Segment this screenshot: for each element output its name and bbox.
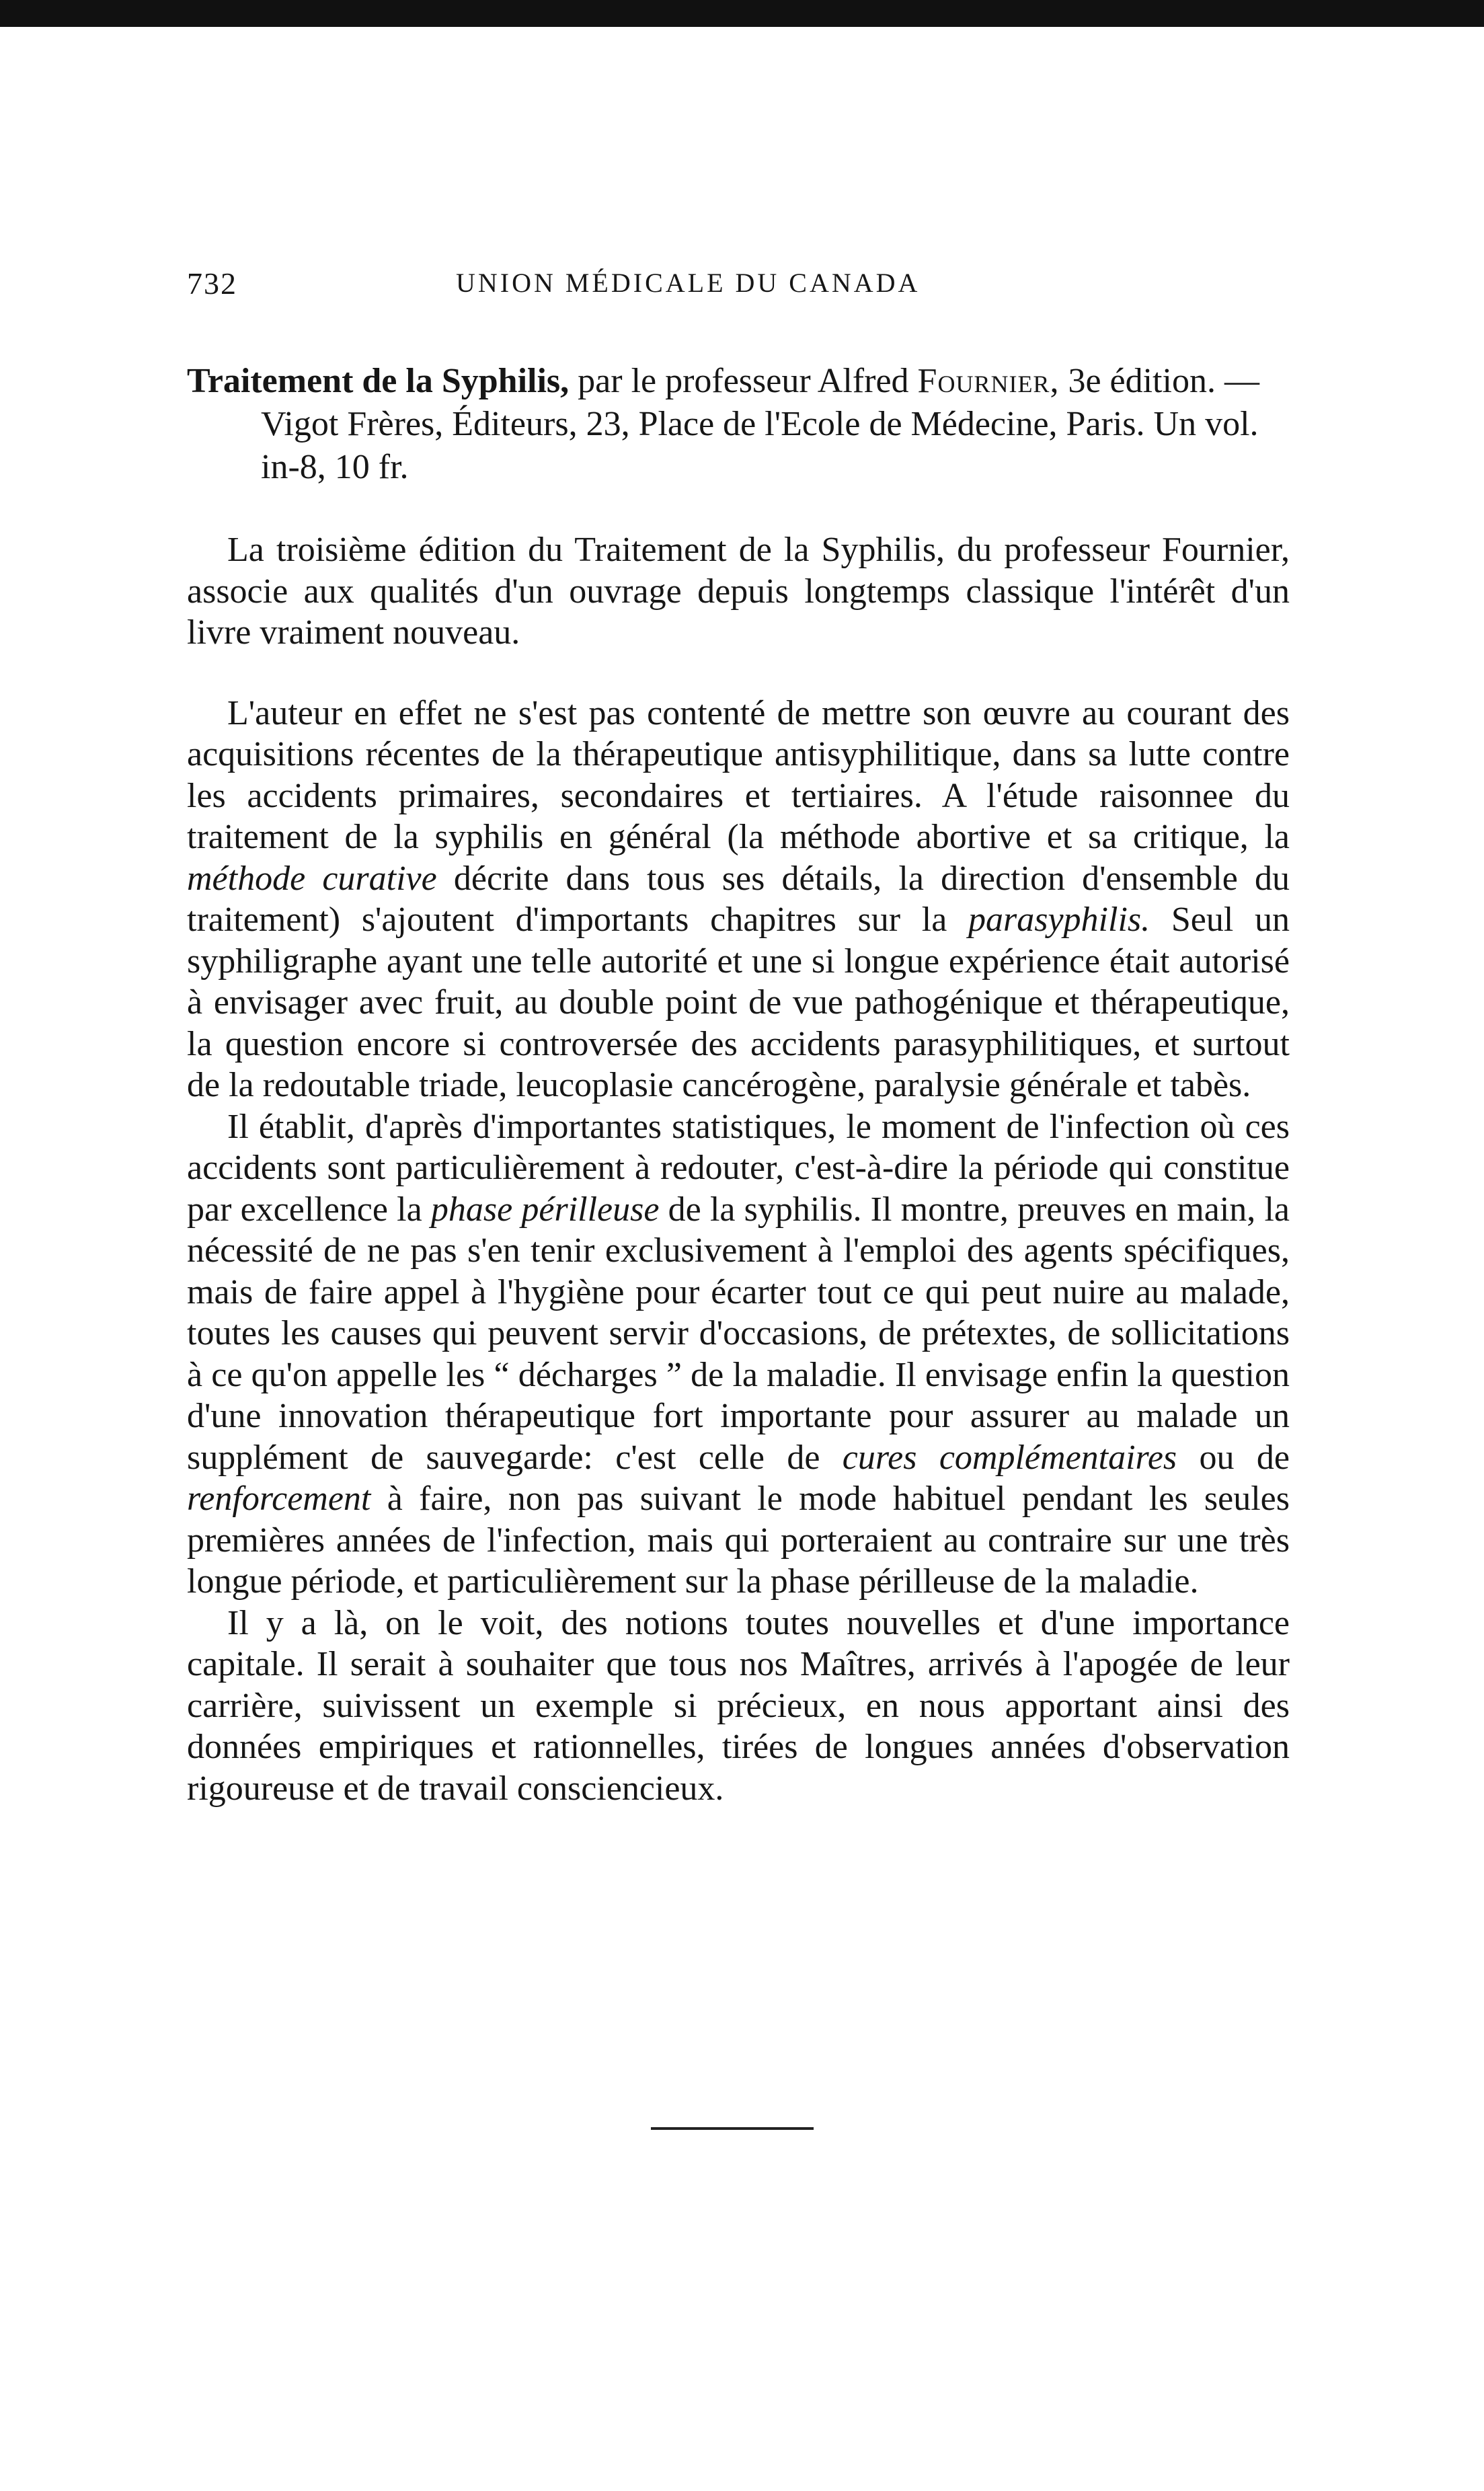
- paragraph-intro: La troisième édition du Traitement de la Syphilis, du professeur Fournier, associe aux qualités d'un ouvrage depuis longtemps classique l'intérêt d'un livre vraiment nouveau.: [187, 531, 1290, 652]
- paragraph-text: L'auteur en effet ne s'est pas contenté de mettre son œuvre au courant des acquisitions récentes de la thérapeutique antisyphilitique, dans sa lutte contre les accidents primaires, secondaires et tertiaires. A l'étude raisonnee du traitement de la syphilis en général (la méthode abortive et sa critique, la: [187, 693, 1290, 856]
- scan-top-border: [0, 0, 1484, 27]
- author-name: Fournier,: [917, 362, 1060, 400]
- paragraph-treatment: [187, 693, 1290, 1106]
- emphasis-text: phase périlleuse: [430, 1190, 660, 1229]
- page-number: 732: [187, 266, 237, 301]
- section-end-rule: [651, 2127, 814, 2130]
- paragraph-statistics: [187, 1106, 1290, 1603]
- emphasis-text: méthode curative: [187, 859, 437, 898]
- emphasis-text: renforcement: [187, 1480, 371, 1518]
- paragraph-text: Seul un syphiligraphe ayant une telle autorité et une si longue expérience était autorisé à envisager avec fruit, au double point de vue pathogénique et thérapeutique, la question encore si controversée des accidents parasyphilitiques, et surtout de la redoutable triade, leucoplasie cancérogène, paralysie générale et tabès.: [187, 900, 1290, 1104]
- emphasis-text: cures complémentaires: [842, 1438, 1177, 1477]
- book-review-heading: [187, 360, 1290, 489]
- author-prefix: par le professeur Alfred: [569, 362, 918, 400]
- paragraph-text: de la syphilis. Il montre, preuves en main, la nécessité de ne pas s'en tenir exclusivement à l'emploi des agents spécifiques, mais de faire appel à l'hygiène pour écarter tout ce qui peut nuire au malade, toutes les causes qui peuvent servir d'occasions, de prétextes, de sollicitations à ce qu'on appelle les “ décharges ” de la maladie. Il envisage enfin la question d'une innovation thérapeutique fort importante pour assurer au malade un supplément de sauvegarde: c'est celle de: [187, 1190, 1290, 1477]
- journal-title: UNION MÉDICALE DU CANADA: [456, 268, 921, 298]
- paragraph-text: ou de: [1177, 1438, 1290, 1477]
- page-content: [187, 266, 1290, 1809]
- publication-details: 3e édition. — Vigot Frères, Éditeurs, 23, Place de l'Ecole de Médecine, Paris. Un vol. in-8, 10 fr.: [261, 362, 1259, 486]
- paragraph-text: à faire, non pas suivant le mode habituel pendant les seules premières années de l'infection, mais qui porteraient au contraire sur une très longue période, et particulièrement sur la phase périlleuse de la maladie.: [187, 1480, 1290, 1601]
- book-title: Traitement de la Syphilis,: [187, 362, 570, 400]
- paragraph-conclusion: Il y a là, on le voit, des notions toutes nouvelles et d'une importance capitale. Il serait à souhaiter que tous nos Maîtres, arrivés à l'apogée de leur carrière, suivissent un exemple si précieux, en nous apportant ainsi des données empiriques et rationnelles, tirées de longues années d'observation rigoureuse et de travail consciencieux.: [187, 1603, 1290, 1808]
- paragraph-text: décrite dans tous ses détails, la direction d'ensemble du traitement) s'ajoutent d'importants chapitres sur la: [187, 859, 1290, 939]
- paragraph-text: Il établit, d'après d'importantes statistiques, le moment de l'infection où ces accidents sont particulièrement à redouter, c'est-à-dire la période qui constitue par excellence la: [187, 1107, 1290, 1229]
- emphasis-text: parasyphilis.: [968, 900, 1150, 939]
- running-head: [187, 266, 1290, 319]
- review-body: [187, 529, 1290, 1809]
